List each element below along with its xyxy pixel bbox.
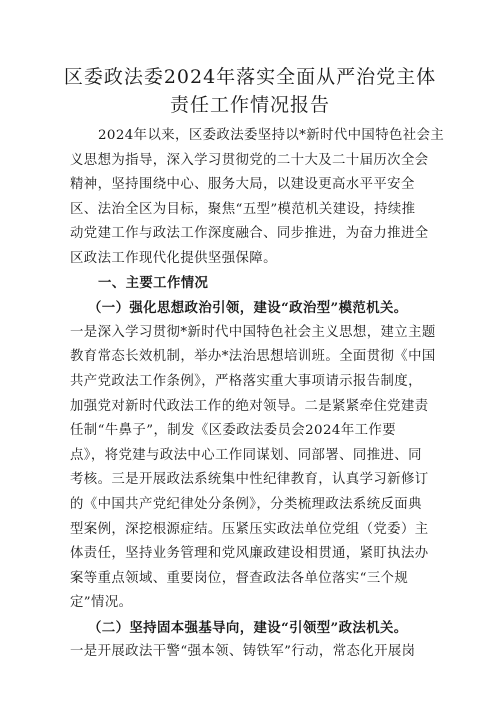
- paragraph-line: 的《中国共产党纪律处分条例》，分类梳理政法系统反面典: [70, 496, 422, 512]
- paragraph-line: 一是开展政法干警“强本领、铸铁军”行动，常态化开展岗: [70, 644, 416, 660]
- paragraph-line: 案等重点领域、重要岗位，督查政法各单位落实“三个规: [70, 570, 409, 586]
- paragraph-line: 精神，坚持围绕中心、服务大局，以建设更高水平平安全: [70, 177, 415, 193]
- paragraph-line: 型案例，深挖根源症结。压紧压实政法单位党组（党委）主: [70, 521, 429, 537]
- paragraph-line: 点》，将党建与政法中心工作同谋划、同部署、同推进、同: [70, 447, 422, 463]
- subsection-heading: （二）坚持固本强基导向，建设“引领型”政法机关。: [88, 619, 408, 636]
- paragraph-line: 共产党政法工作条例》，严格落实重大事项请示报告制度，: [70, 373, 422, 389]
- section-heading: 一、主要工作情况: [98, 275, 209, 291]
- paragraph-line: 区政法工作现代化提供坚强保障。: [70, 250, 277, 266]
- subsection-heading: （一）强化思想政治引领，建设“政治型”模范机关。: [88, 300, 408, 317]
- paragraph-line: 教育常态长效机制，举办*法治思想培训班。全面贯彻《中国: [70, 349, 436, 365]
- paragraph-line: 任制“牛鼻子”，制发《区委政法委员会2024年工作要: [70, 423, 396, 439]
- paragraph-line: 动党建工作与政法工作深度融合、同步推进，为奋力推进全: [70, 226, 429, 242]
- paragraph-line: 体责任，坚持业务管理和党风廉政建设相贯通，紧盯执法办: [70, 546, 429, 562]
- paragraph-line: 义思想为指导，深入学习贯彻党的二十大及二十届历次全会: [70, 152, 429, 168]
- report-title-line-1: 区委政法委2024年落实全面从严治党主体: [63, 66, 437, 88]
- paragraph-line: 考核。三是开展政法系统集中性纪律教育，认真学习新修订: [70, 472, 429, 488]
- paragraph-line: 加强党对新时代政法工作的绝对领导。二是紧紧牵住党建责: [70, 398, 429, 414]
- paragraph-line: 区、法治全区为目标，聚焦“五型”模范机关建设，持续推: [70, 201, 416, 217]
- paragraph-line: 一是深入学习贯彻*新时代中国特色社会主义思想，建立主题: [70, 324, 436, 340]
- report-body: [70, 124, 445, 665]
- report-title-line-2: 责任工作情况报告: [169, 94, 330, 116]
- paragraph-line: 2024年以来，区委政法委坚持以*新时代中国特色社会主: [98, 128, 445, 143]
- paragraph-line: 定”情况。: [70, 595, 133, 611]
